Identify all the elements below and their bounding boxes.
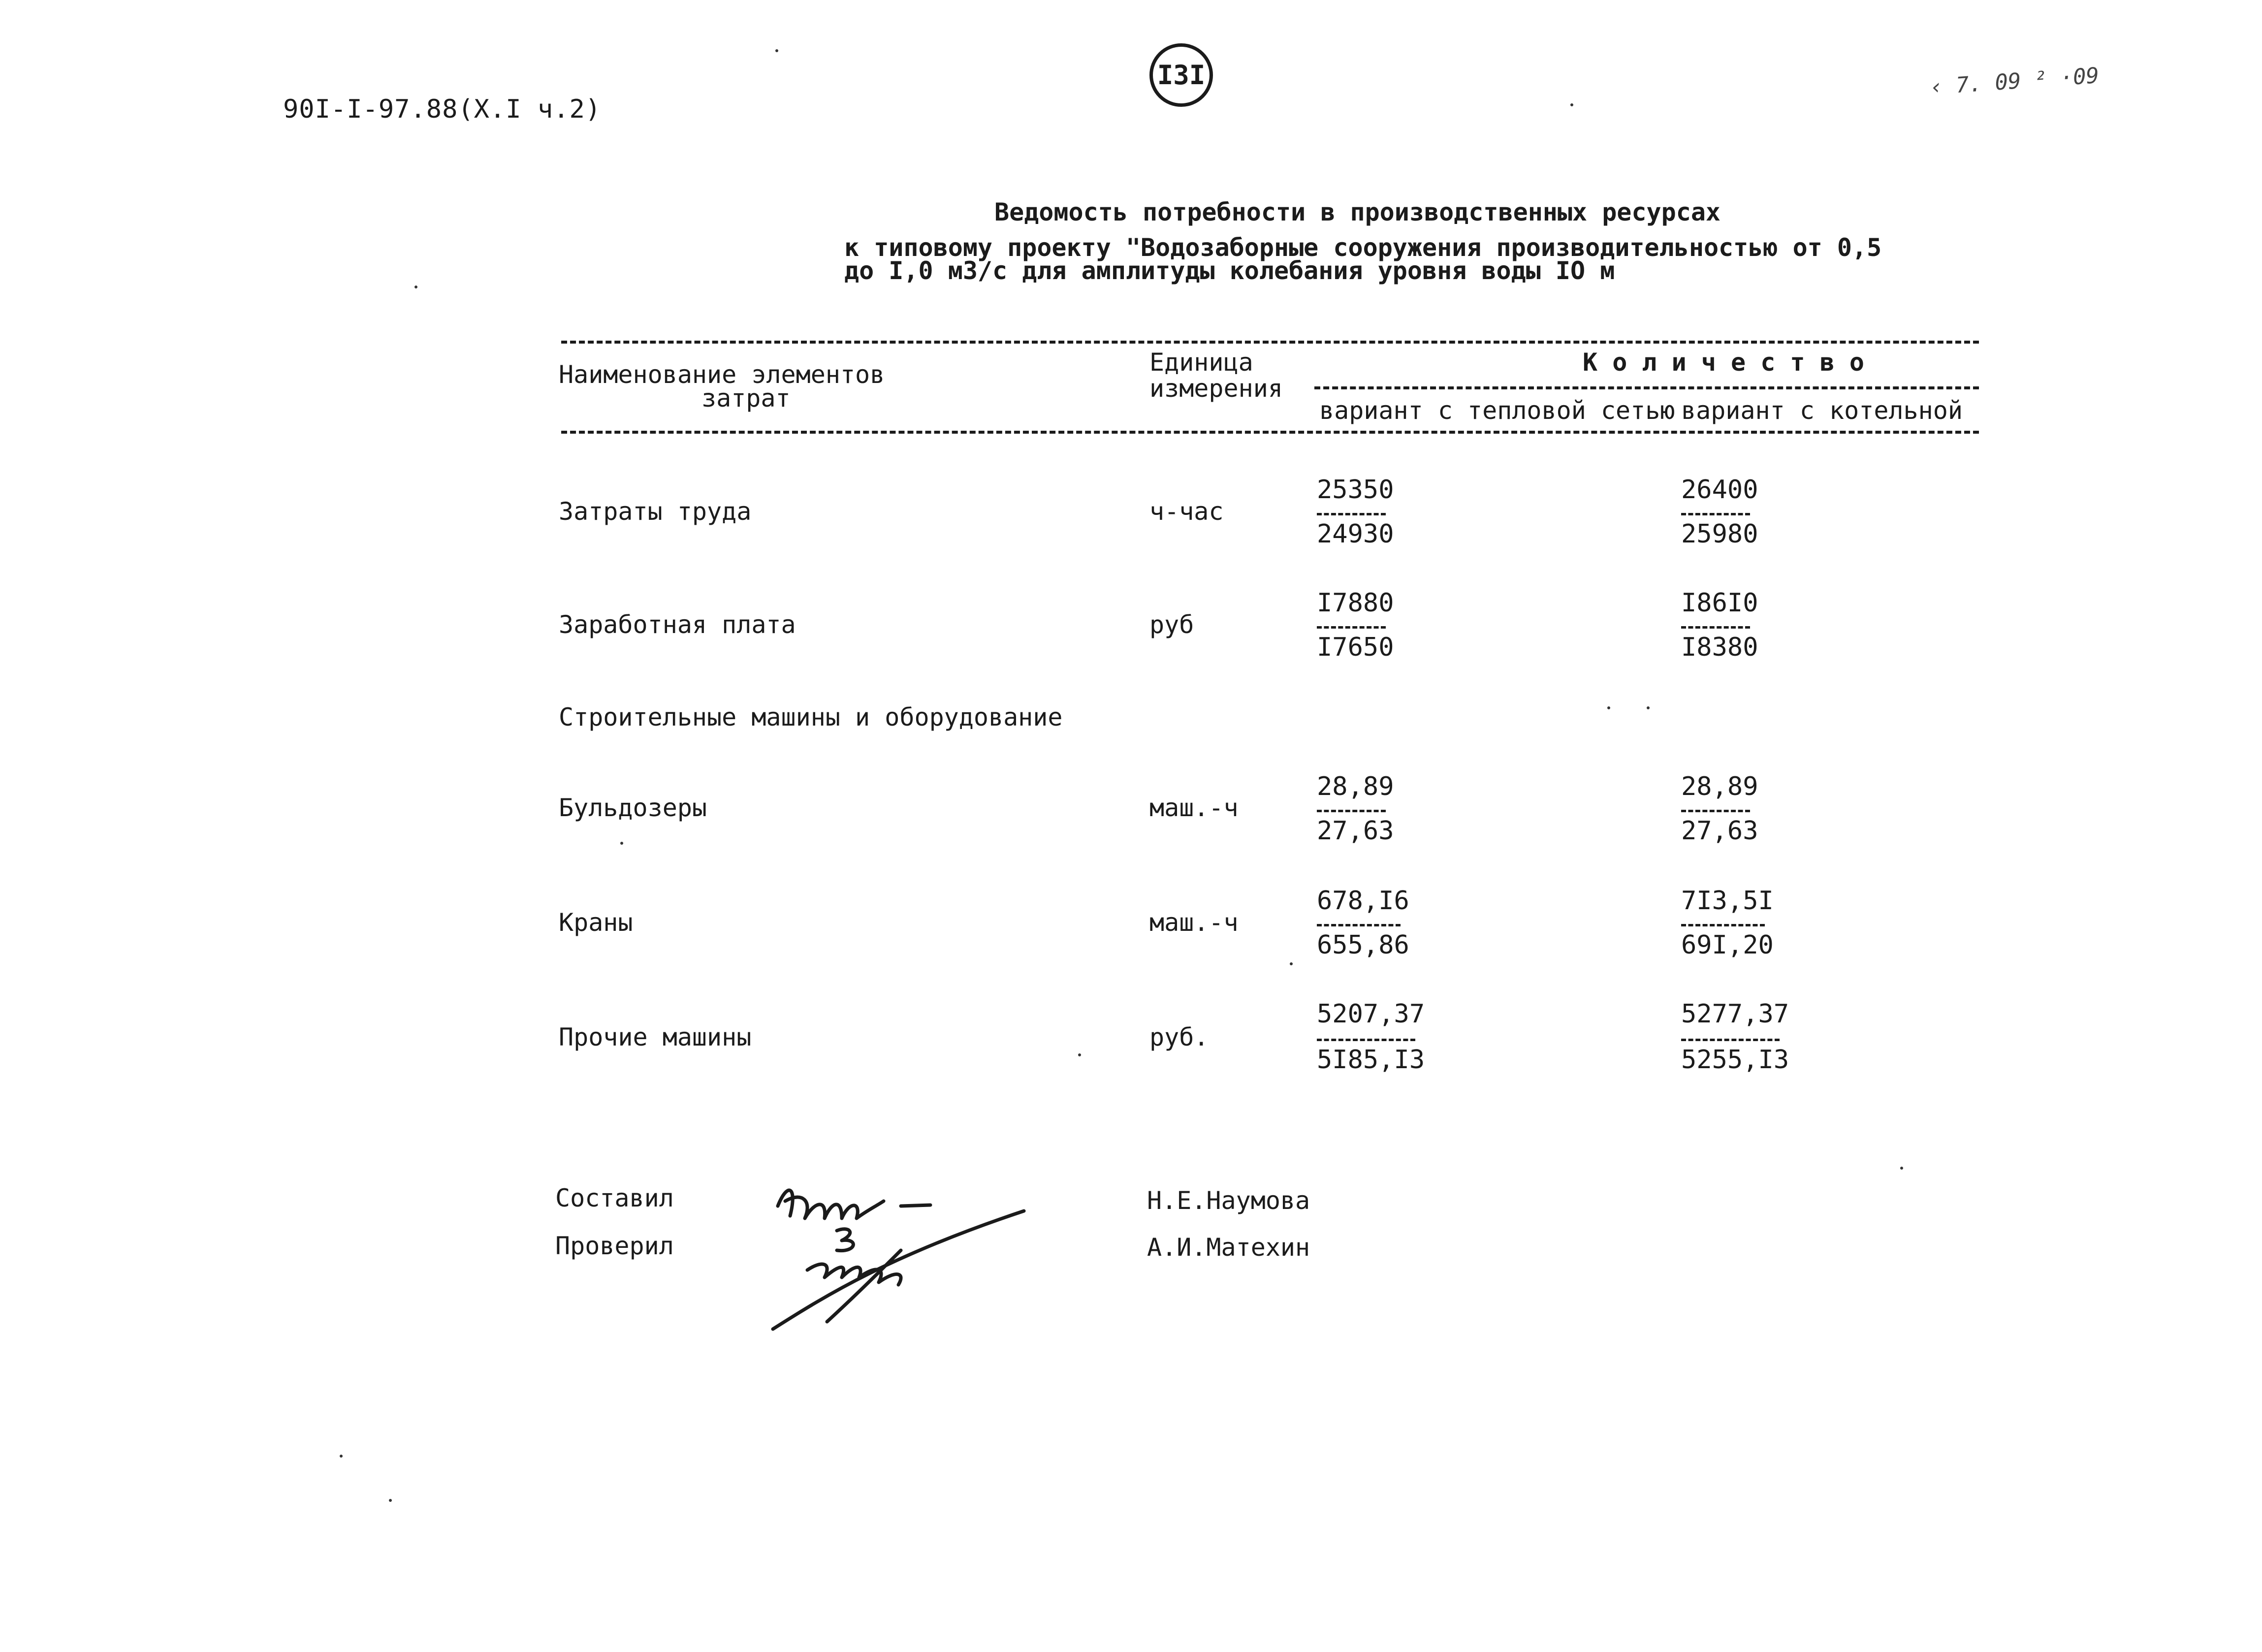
row-name: Прочие машины	[559, 1023, 752, 1051]
table-header-bottom-rule	[561, 431, 1979, 434]
value-variant2-top: 26400	[1681, 475, 1758, 505]
value-variant2-top: 28,89	[1681, 772, 1758, 801]
archive-stamp: ‹ 7. 09 ² ·09	[1929, 63, 2100, 100]
scan-speck	[389, 1499, 392, 1502]
value-variant2-top: 7I3,5I	[1681, 886, 1774, 916]
section-heading: Строительные машины и оборудование	[559, 703, 1063, 731]
fraction-line	[1681, 513, 1750, 515]
fraction-line	[1317, 513, 1386, 515]
compiled-by-label: Составил	[555, 1184, 674, 1212]
document-subtitle-line-1: к типовому проекту "Водозаборные сооружения производительностью от 0,5	[844, 233, 1882, 262]
column-header-variant-boiler: вариант с котельной	[1681, 396, 1963, 425]
column-header-unit-line-2: измерения	[1149, 374, 1283, 403]
value-variant1-top: 5207,37	[1317, 999, 1425, 1029]
column-header-name: Наименование элементов	[559, 360, 885, 389]
page-number-text: I3I	[1157, 60, 1206, 91]
value-variant2-bottom: 25980	[1681, 519, 1758, 549]
fraction-line	[1681, 924, 1765, 926]
fraction-line	[1317, 1039, 1415, 1041]
value-variant1-top: 678,I6	[1317, 886, 1409, 916]
document-code: 90I-I-97.88(X.I ч.2)	[283, 95, 602, 124]
fraction-line	[1317, 924, 1401, 926]
scan-speck	[620, 842, 623, 845]
value-variant2-bottom: 5255,I3	[1681, 1045, 1789, 1075]
table-top-rule	[561, 341, 1979, 344]
value-variant2-bottom: 69I,20	[1681, 930, 1774, 960]
fraction-line	[1681, 1039, 1780, 1041]
value-variant2-bottom: I8380	[1681, 633, 1758, 662]
fraction-line	[1681, 626, 1750, 629]
fraction-line	[1317, 810, 1386, 812]
page-number	[1149, 43, 1213, 107]
value-variant2-top: I86I0	[1681, 588, 1758, 618]
row-unit: маш.-ч	[1149, 794, 1239, 822]
column-header-variant-heat-network: вариант с тепловой сетью	[1319, 396, 1675, 425]
value-variant1-bottom: I7650	[1317, 633, 1394, 662]
row-name: Бульдозеры	[559, 794, 707, 822]
value-variant2-bottom: 27,63	[1681, 816, 1758, 846]
value-variant1-bottom: 5I85,I3	[1317, 1045, 1425, 1075]
value-variant1-top: I7880	[1317, 588, 1394, 618]
value-variant2-top: 5277,37	[1681, 999, 1789, 1029]
checked-by-label: Проверил	[555, 1232, 674, 1260]
fraction-line	[1681, 810, 1750, 812]
column-header-quantity: К о л и ч е с т в о	[1583, 348, 1864, 377]
scan-speck	[414, 286, 417, 288]
value-variant1-bottom: 655,86	[1317, 930, 1409, 960]
row-unit: руб.	[1149, 1023, 1209, 1051]
row-name: Заработная плата	[559, 610, 796, 639]
column-header-unit: Единица	[1149, 348, 1253, 377]
value-variant1-bottom: 24930	[1317, 519, 1394, 549]
scan-speck	[1290, 962, 1293, 965]
document-subtitle-line-2: до I,0 м3/с для амплитуды колебания уровня воды IO м	[844, 256, 1615, 285]
value-variant1-top: 28,89	[1317, 772, 1394, 801]
scan-speck	[1647, 706, 1650, 709]
row-name: Краны	[559, 908, 633, 937]
document-title: Ведомость потребности в производственных ресурсах	[994, 198, 1721, 226]
value-variant1-bottom: 27,63	[1317, 816, 1394, 846]
row-unit: маш.-ч	[1149, 908, 1239, 937]
handwritten-signature-icon	[768, 1172, 1044, 1339]
scan-speck	[340, 1455, 343, 1458]
row-unit: ч-час	[1149, 497, 1224, 526]
scan-speck	[1078, 1053, 1081, 1056]
row-name: Затраты труда	[559, 497, 752, 526]
scan-speck	[1570, 103, 1573, 106]
scan-speck	[1607, 706, 1610, 709]
row-unit: руб	[1149, 610, 1194, 639]
scan-speck	[1900, 1167, 1903, 1170]
column-header-name-line-2: затрат	[701, 384, 791, 413]
scan-speck	[775, 49, 778, 52]
fraction-line	[1317, 626, 1386, 629]
compiled-by-name: Н.Е.Наумова	[1147, 1186, 1310, 1215]
value-variant1-top: 25350	[1317, 475, 1394, 505]
table-subheader-rule	[1314, 386, 1979, 389]
checked-by-name: А.И.Матехин	[1147, 1233, 1310, 1262]
